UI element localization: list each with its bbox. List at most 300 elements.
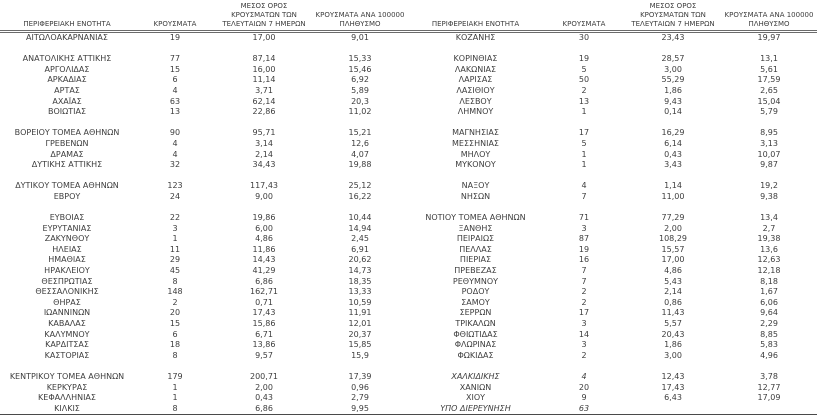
header-region-left: ΠΕΡΙΦΕΡΕΙΑΚΗ ΕΝΟΤΗΤΑ bbox=[0, 0, 134, 32]
avg7-cell: 11,00 bbox=[661, 191, 685, 201]
empty-cell bbox=[312, 203, 408, 214]
cases-cell: 19 bbox=[578, 54, 590, 64]
avg7-cell: 1,14 bbox=[664, 181, 682, 191]
avg7-cell: 117,43 bbox=[250, 181, 278, 191]
per100k-cell: 20,62 bbox=[348, 255, 372, 265]
per100k-cell: 8,18 bbox=[760, 276, 778, 286]
empty-cell bbox=[312, 44, 408, 55]
table-row bbox=[0, 234, 817, 245]
per100k-cell: 16,22 bbox=[348, 191, 372, 201]
cases-cell: 3 bbox=[581, 319, 587, 329]
avg7-cell: 41,29 bbox=[252, 266, 276, 276]
per100k-cell: 12,01 bbox=[348, 319, 372, 329]
cases-cell: 29 bbox=[169, 255, 181, 265]
empty-cell bbox=[625, 171, 721, 182]
region-name-cell: ΑΧΑΪΑΣ bbox=[52, 96, 82, 106]
empty-cell bbox=[0, 203, 134, 214]
region-name-cell: ΚΕΝΤΡΙΚΟΥ ΤΟΜΕΑ ΑΘΗΝΩΝ bbox=[9, 372, 125, 381]
region-name-cell: ΕΒΡΟΥ bbox=[53, 191, 81, 201]
cases-cell: 50 bbox=[578, 75, 590, 85]
region-name-cell: ΛΑΣΙΘΙΟΥ bbox=[456, 85, 495, 95]
region-name-cell: ΚΟΖΑΝΗΣ bbox=[455, 33, 496, 42]
cases-cell: 77 bbox=[169, 54, 181, 64]
avg7-cell: 3,43 bbox=[664, 160, 682, 170]
region-name-cell: ΚΑΡΔΙΤΣΑΣ bbox=[45, 340, 89, 350]
table-row bbox=[0, 224, 817, 235]
per100k-cell: 4,07 bbox=[351, 149, 369, 159]
region-name-cell: ΦΘΙΩΤΙΔΑΣ bbox=[453, 329, 498, 339]
empty-cell bbox=[543, 171, 625, 182]
region-name-cell: ΣΑΜΟΥ bbox=[461, 297, 490, 307]
cases-cell: 3 bbox=[581, 223, 587, 233]
avg7-cell: 11,43 bbox=[661, 308, 685, 318]
cases-cell: 20 bbox=[578, 382, 590, 392]
region-name-cell: ΛΑΡΙΣΑΣ bbox=[458, 75, 493, 85]
per100k-cell: 6,92 bbox=[351, 75, 369, 85]
region-name-cell: ΡΕΘΥΜΝΟΥ bbox=[452, 276, 499, 286]
avg7-cell: 4,86 bbox=[255, 234, 273, 244]
per100k-cell: 5,79 bbox=[760, 107, 778, 117]
table-row bbox=[0, 266, 817, 277]
region-name-cell: ΒΟΡΕΙΟΥ ΤΟΜΕΑ ΑΘΗΝΩΝ bbox=[14, 128, 120, 138]
empty-cell bbox=[312, 171, 408, 182]
avg7-cell: 19,86 bbox=[252, 213, 276, 223]
cases-cell: 8 bbox=[172, 276, 178, 286]
empty-cell bbox=[216, 44, 312, 55]
region-name-cell: ΕΥΒΟΙΑΣ bbox=[49, 213, 85, 223]
cases-cell: 179 bbox=[167, 372, 183, 381]
region-name-cell: ΚΕΡΚΥΡΑΣ bbox=[46, 382, 88, 392]
cases-cell: 8 bbox=[172, 350, 178, 360]
avg7-cell: 2,14 bbox=[664, 287, 682, 297]
empty-cell bbox=[543, 361, 625, 372]
region-name-cell: ΚΟΡΙΝΘΙΑΣ bbox=[453, 54, 498, 64]
cases-cell: 30 bbox=[578, 33, 590, 42]
header-row bbox=[0, 0, 817, 32]
empty-cell bbox=[134, 44, 216, 55]
empty-cell bbox=[312, 361, 408, 372]
table-row bbox=[0, 181, 817, 192]
region-name-cell: ΛΗΜΝΟΥ bbox=[457, 107, 494, 117]
per100k-cell: 12,63 bbox=[757, 255, 781, 265]
avg7-cell: 55,29 bbox=[661, 75, 685, 85]
region-name-cell: ΝΟΤΙΟΥ ΤΟΜΕΑ ΑΘΗΝΩΝ bbox=[425, 213, 526, 223]
avg7-cell: 6,71 bbox=[255, 329, 273, 339]
per100k-cell: 15,85 bbox=[348, 340, 372, 350]
cases-cell: 1 bbox=[172, 234, 178, 244]
cases-cell: 4 bbox=[581, 372, 587, 381]
avg7-cell: 4,86 bbox=[664, 266, 682, 276]
empty-cell bbox=[543, 118, 625, 129]
region-name-cell: ΖΑΚΥΝΘΟΥ bbox=[44, 234, 90, 244]
region-name-cell: ΑΙΤΩΛΟΑΚΑΡΝΑΝΙΑΣ bbox=[26, 33, 108, 42]
cases-cell: 2 bbox=[581, 85, 587, 95]
avg7-cell: 0,86 bbox=[664, 297, 682, 307]
per100k-cell: 2,29 bbox=[760, 319, 778, 329]
avg7-cell: 6,43 bbox=[664, 393, 682, 403]
region-name-cell: ΔΥΤΙΚΗΣ ΑΤΤΙΚΗΣ bbox=[31, 160, 103, 170]
table-row bbox=[0, 65, 817, 76]
avg7-cell: 16,00 bbox=[252, 64, 276, 74]
cases-cell: 24 bbox=[169, 191, 181, 201]
avg7-cell: 17,43 bbox=[661, 382, 685, 392]
region-name-cell: ΔΥΤΙΚΟΥ ΤΟΜΕΑ ΑΘΗΝΩΝ bbox=[15, 181, 119, 191]
table-row bbox=[0, 277, 817, 288]
empty-cell bbox=[625, 44, 721, 55]
cases-cell: 11 bbox=[169, 244, 181, 254]
empty-cell bbox=[543, 44, 625, 55]
per100k-cell: 9,87 bbox=[760, 160, 778, 170]
per100k-cell: 11,91 bbox=[348, 308, 372, 318]
per100k-cell: 6,91 bbox=[351, 244, 369, 254]
avg7-cell: 3,14 bbox=[255, 138, 273, 148]
region-name-cell: ΣΕΡΡΩΝ bbox=[459, 308, 492, 318]
avg7-cell: 0,43 bbox=[664, 149, 682, 159]
per100k-cell: 9,64 bbox=[760, 308, 778, 318]
empty-cell bbox=[625, 361, 721, 372]
per100k-cell: 13,1 bbox=[760, 54, 778, 64]
avg7-cell: 9,43 bbox=[664, 96, 682, 106]
per100k-cell: 20,37 bbox=[348, 329, 372, 339]
region-name-cell: ΛΑΚΩΝΙΑΣ bbox=[454, 64, 497, 74]
avg7-cell: 0,43 bbox=[255, 393, 273, 403]
header-region-right: ΠΕΡΙΦΕΡΕΙΑΚΗ ΕΝΟΤΗΤΑ bbox=[408, 0, 543, 32]
per100k-cell: 14,73 bbox=[348, 266, 372, 276]
per100k-cell: 15,46 bbox=[348, 64, 372, 74]
cases-cell: 4 bbox=[581, 181, 587, 191]
per100k-cell: 19,88 bbox=[348, 160, 372, 170]
per100k-cell: 5,61 bbox=[760, 64, 778, 74]
region-name-cell: ΠΙΕΡΙΑΣ bbox=[459, 255, 492, 265]
group-separator-row bbox=[0, 44, 817, 55]
cases-cell: 1 bbox=[581, 107, 587, 117]
cases-cell: 16 bbox=[578, 255, 590, 265]
table-row bbox=[0, 192, 817, 203]
avg7-cell: 17,43 bbox=[252, 308, 276, 318]
region-name-cell: ΧΙΟΥ bbox=[465, 393, 486, 403]
avg7-cell bbox=[625, 404, 721, 415]
region-name-cell: ΠΕΛΛΑΣ bbox=[459, 244, 492, 254]
region-name-cell: ΓΡΕΒΕΝΩΝ bbox=[45, 138, 89, 148]
per100k-cell: 5,89 bbox=[351, 85, 369, 95]
avg7-cell: 3,00 bbox=[664, 350, 682, 360]
region-name-cell: ΜΥΚΟΝΟΥ bbox=[455, 160, 496, 170]
per100k-cell: 17,39 bbox=[348, 372, 372, 381]
per100k-cell: 9,38 bbox=[760, 191, 778, 201]
table-row bbox=[0, 128, 817, 139]
region-name-cell: ΞΑΝΘΗΣ bbox=[458, 223, 493, 233]
per100k-cell: 19,97 bbox=[757, 33, 781, 42]
header-cases-right: ΚΡΟΥΣΜΑΤΑ bbox=[543, 0, 625, 32]
per100k-cell: 1,67 bbox=[760, 287, 778, 297]
region-name-cell: ΑΡΚΑΔΙΑΣ bbox=[47, 75, 87, 85]
cases-cell: 1 bbox=[172, 382, 178, 392]
table-header bbox=[0, 0, 817, 32]
region-name-cell: ΥΠΟ ΔΙΕΡΕΥΝΗΣΗ bbox=[440, 403, 511, 413]
table-row bbox=[0, 54, 817, 65]
per100k-cell: 10,44 bbox=[348, 213, 372, 223]
avg7-cell: 6,86 bbox=[255, 276, 273, 286]
cases-cell: 7 bbox=[581, 266, 587, 276]
region-name-cell: ΚΑΣΤΟΡΙΑΣ bbox=[44, 350, 90, 360]
cases-cell: 45 bbox=[169, 266, 181, 276]
avg7-cell: 6,86 bbox=[255, 403, 273, 413]
table-row bbox=[0, 107, 817, 118]
avg7-cell: 77,29 bbox=[661, 213, 685, 223]
empty-cell bbox=[0, 361, 134, 372]
cases-cell: 18 bbox=[169, 340, 181, 350]
empty-cell bbox=[408, 203, 543, 214]
cases-cell: 20 bbox=[169, 308, 181, 318]
per100k-cell: 8,95 bbox=[760, 128, 778, 138]
cases-cell: 1 bbox=[581, 149, 587, 159]
cases-cell: 148 bbox=[167, 287, 183, 297]
avg7-cell: 2,14 bbox=[255, 149, 273, 159]
table-row bbox=[0, 393, 817, 404]
region-name-cell: ΡΟΔΟΥ bbox=[461, 287, 490, 297]
per100k-cell: 9,01 bbox=[351, 33, 369, 42]
cases-cell: 63 bbox=[169, 96, 181, 106]
region-name-cell: ΜΑΓΝΗΣΙΑΣ bbox=[452, 128, 499, 138]
empty-cell bbox=[216, 361, 312, 372]
per100k-cell: 2,45 bbox=[351, 234, 369, 244]
cases-cell: 13 bbox=[578, 96, 590, 106]
avg7-cell: 62,14 bbox=[252, 96, 276, 106]
region-name-cell: ΤΡΙΚΑΛΩΝ bbox=[455, 319, 496, 329]
avg7-cell: 12,43 bbox=[661, 372, 685, 381]
empty-cell bbox=[0, 44, 134, 55]
empty-cell bbox=[134, 203, 216, 214]
avg7-cell: 95,71 bbox=[252, 128, 276, 138]
table-body bbox=[0, 32, 817, 415]
empty-cell bbox=[721, 44, 817, 55]
per100k-cell: 0,96 bbox=[351, 382, 369, 392]
region-name-cell: ΕΥΡΥΤΑΝΙΑΣ bbox=[42, 223, 92, 233]
cases-cell: 90 bbox=[169, 128, 181, 138]
table-row bbox=[0, 150, 817, 161]
per100k-cell: 18,35 bbox=[348, 276, 372, 286]
cases-cell: 3 bbox=[172, 223, 178, 233]
per100k-cell: 5,83 bbox=[760, 340, 778, 350]
cases-cell: 4 bbox=[172, 149, 178, 159]
cases-cell: 15 bbox=[169, 319, 181, 329]
region-name-cell: ΗΛΕΙΑΣ bbox=[52, 244, 82, 254]
per100k-cell: 17,59 bbox=[757, 75, 781, 85]
avg7-cell: 87,14 bbox=[252, 54, 276, 64]
table-row bbox=[0, 160, 817, 171]
empty-cell bbox=[134, 361, 216, 372]
empty-cell bbox=[216, 203, 312, 214]
avg7-cell: 2,00 bbox=[664, 223, 682, 233]
per100k-cell: 12,6 bbox=[351, 138, 369, 148]
region-name-cell: ΦΩΚΙΔΑΣ bbox=[457, 350, 494, 360]
cases-cell: 3 bbox=[581, 340, 587, 350]
empty-cell bbox=[721, 171, 817, 182]
per100k-cell: 13,4 bbox=[760, 213, 778, 223]
empty-cell bbox=[134, 171, 216, 182]
region-name-cell: ΚΑΒΑΛΑΣ bbox=[48, 319, 86, 329]
per100k-cell: 13,6 bbox=[760, 244, 778, 254]
header-cases-left: ΚΡΟΥΣΜΑΤΑ bbox=[134, 0, 216, 32]
table-row bbox=[0, 308, 817, 319]
header-avg7-left: ΜΕΣΟΣ ΟΡΟΣ ΚΡΟΥΣΜΑΤΩΝ ΤΩΝ ΤΕΛΕΥΤΑΙΩΝ 7 ΗΜΕΡΩΝ bbox=[216, 0, 312, 32]
region-name-cell: ΑΡΓΟΛΙΔΑΣ bbox=[44, 64, 90, 74]
empty-cell bbox=[721, 118, 817, 129]
table-row bbox=[0, 75, 817, 86]
avg7-cell: 2,00 bbox=[255, 382, 273, 392]
avg7-cell: 200,71 bbox=[250, 372, 278, 381]
per100k-cell: 12,18 bbox=[757, 266, 781, 276]
avg7-cell: 17,00 bbox=[661, 255, 685, 265]
header-per100k-right: ΚΡΟΥΣΜΑΤΑ ΑΝΑ 100000 ΠΛΗΘΥΣΜΟ bbox=[721, 0, 817, 32]
avg7-cell: 14,43 bbox=[252, 255, 276, 265]
group-separator-row bbox=[0, 118, 817, 129]
cases-cell: 9 bbox=[581, 393, 587, 403]
avg7-cell: 5,57 bbox=[664, 319, 682, 329]
avg7-cell: 1,86 bbox=[664, 340, 682, 350]
table-row bbox=[0, 213, 817, 224]
empty-cell bbox=[216, 118, 312, 129]
region-name-cell: ΚΑΛΥΜΝΟΥ bbox=[44, 329, 90, 339]
per100k-cell: 17,09 bbox=[757, 393, 781, 403]
avg7-cell: 3,00 bbox=[664, 64, 682, 74]
region-name-cell: ΜΕΣΣΗΝΙΑΣ bbox=[452, 138, 499, 148]
table-row bbox=[0, 245, 817, 256]
avg7-cell: 162,71 bbox=[250, 287, 278, 297]
cases-cell: 5 bbox=[581, 64, 587, 74]
cases-cell: 63 bbox=[578, 403, 590, 413]
per100k-cell: 3,78 bbox=[760, 372, 778, 381]
cases-cell: 2 bbox=[581, 350, 587, 360]
region-name-cell: ΘΕΣΠΡΩΤΙΑΣ bbox=[41, 276, 93, 286]
avg7-cell: 0,71 bbox=[255, 297, 273, 307]
cases-cell: 14 bbox=[578, 329, 590, 339]
per100k-cell: 25,12 bbox=[348, 181, 372, 191]
cases-cell: 17 bbox=[578, 128, 590, 138]
avg7-cell: 3,71 bbox=[255, 85, 273, 95]
per100k-cell: 14,94 bbox=[348, 223, 372, 233]
region-name-cell: ΗΜΑΘΙΑΣ bbox=[48, 255, 86, 265]
region-name-cell: ΝΗΣΩΝ bbox=[460, 191, 491, 201]
group-separator-row bbox=[0, 203, 817, 214]
region-name-cell: ΠΡΕΒΕΖΑΣ bbox=[454, 266, 497, 276]
per100k-cell: 12,77 bbox=[757, 382, 781, 392]
cases-cell: 19 bbox=[169, 33, 181, 42]
per100k-cell: 8,85 bbox=[760, 329, 778, 339]
cases-cell: 2 bbox=[581, 287, 587, 297]
cases-cell: 8 bbox=[172, 403, 178, 413]
group-separator-row bbox=[0, 361, 817, 372]
cases-cell: 4 bbox=[172, 138, 178, 148]
per100k-cell: 3,13 bbox=[760, 138, 778, 148]
avg7-cell: 9,00 bbox=[255, 191, 273, 201]
region-name-cell: ΘΗΡΑΣ bbox=[53, 297, 81, 307]
table-row bbox=[0, 255, 817, 266]
per100k-cell: 19,38 bbox=[757, 234, 781, 244]
per100k-cell: 9,95 bbox=[351, 403, 369, 413]
region-name-cell: ΗΡΑΚΛΕΙΟΥ bbox=[44, 266, 90, 276]
cases-cell: 4 bbox=[172, 85, 178, 95]
region-name-cell: ΙΩΑΝΝΙΝΩΝ bbox=[43, 308, 91, 318]
region-name-cell: ΘΕΣΣΑΛΟΝΙΚΗΣ bbox=[35, 287, 99, 297]
avg7-cell: 13,86 bbox=[252, 340, 276, 350]
cases-cell: 19 bbox=[578, 244, 590, 254]
empty-cell bbox=[721, 361, 817, 372]
cases-cell: 17 bbox=[578, 308, 590, 318]
table-row bbox=[0, 330, 817, 341]
avg7-cell: 9,57 bbox=[255, 350, 273, 360]
empty-cell bbox=[134, 118, 216, 129]
table-row bbox=[0, 298, 817, 309]
table-row bbox=[0, 32, 817, 44]
region-name-cell: ΑΝΑΤΟΛΙΚΗΣ ΑΤΤΙΚΗΣ bbox=[22, 54, 112, 64]
region-name-cell: ΝΑΞΟΥ bbox=[461, 181, 490, 191]
per100k-cell bbox=[721, 404, 817, 415]
region-name-cell: ΛΕΣΒΟΥ bbox=[459, 96, 492, 106]
per100k-cell: 2,7 bbox=[762, 223, 776, 233]
cases-cell: 7 bbox=[581, 276, 587, 286]
empty-cell bbox=[625, 118, 721, 129]
avg7-cell: 11,86 bbox=[252, 244, 276, 254]
avg7-cell: 22,86 bbox=[252, 107, 276, 117]
region-name-cell: ΦΛΩΡΙΝΑΣ bbox=[454, 340, 497, 350]
cases-cell: 87 bbox=[578, 234, 590, 244]
avg7-cell: 6,00 bbox=[255, 223, 273, 233]
table-row bbox=[0, 404, 817, 415]
avg7-cell: 20,43 bbox=[661, 329, 685, 339]
cases-cell: 1 bbox=[581, 160, 587, 170]
avg7-cell: 34,43 bbox=[252, 160, 276, 170]
region-name-cell: ΑΡΤΑΣ bbox=[54, 85, 80, 95]
empty-cell bbox=[408, 361, 543, 372]
table-row bbox=[0, 372, 817, 383]
cases-cell: 123 bbox=[167, 181, 183, 191]
avg7-cell: 28,57 bbox=[661, 54, 685, 64]
per100k-cell: 10,07 bbox=[757, 149, 781, 159]
empty-cell bbox=[216, 171, 312, 182]
empty-cell bbox=[625, 203, 721, 214]
avg7-cell: 23,43 bbox=[661, 33, 685, 42]
per100k-cell: 15,9 bbox=[351, 350, 369, 360]
table-row bbox=[0, 287, 817, 298]
cases-cell: 2 bbox=[172, 297, 178, 307]
region-name-cell: ΧΑΝΙΩΝ bbox=[459, 382, 492, 392]
cases-cell: 6 bbox=[172, 329, 178, 339]
cases-cell: 22 bbox=[169, 213, 181, 223]
table-row bbox=[0, 86, 817, 97]
empty-cell bbox=[0, 118, 134, 129]
header-per100k-left: ΚΡΟΥΣΜΑΤΑ ΑΝΑ 100000 ΠΛΗΘΥΣΜΟ bbox=[312, 0, 408, 32]
cases-cell: 2 bbox=[581, 297, 587, 307]
table-row bbox=[0, 340, 817, 351]
avg7-cell: 11,14 bbox=[252, 75, 276, 85]
empty-cell bbox=[408, 171, 543, 182]
avg7-cell: 17,00 bbox=[252, 33, 276, 42]
per100k-cell: 6,06 bbox=[760, 297, 778, 307]
region-name-cell: ΔΡΑΜΑΣ bbox=[50, 149, 84, 159]
cases-cell: 1 bbox=[172, 393, 178, 403]
cases-cell: 6 bbox=[172, 75, 178, 85]
header-avg7-right: ΜΕΣΟΣ ΟΡΟΣ ΚΡΟΥΣΜΑΤΩΝ ΤΩΝ ΤΕΛΕΥΤΑΙΩΝ 7 ΗΜΕΡΩΝ bbox=[625, 0, 721, 32]
table-row bbox=[0, 319, 817, 330]
avg7-cell: 0,14 bbox=[664, 107, 682, 117]
empty-cell bbox=[408, 118, 543, 129]
group-separator-row bbox=[0, 171, 817, 182]
avg7-cell: 5,43 bbox=[664, 276, 682, 286]
avg7-cell: 16,29 bbox=[661, 128, 685, 138]
cases-cell: 5 bbox=[581, 138, 587, 148]
region-name-cell: ΠΕΙΡΑΙΩΣ bbox=[456, 234, 495, 244]
